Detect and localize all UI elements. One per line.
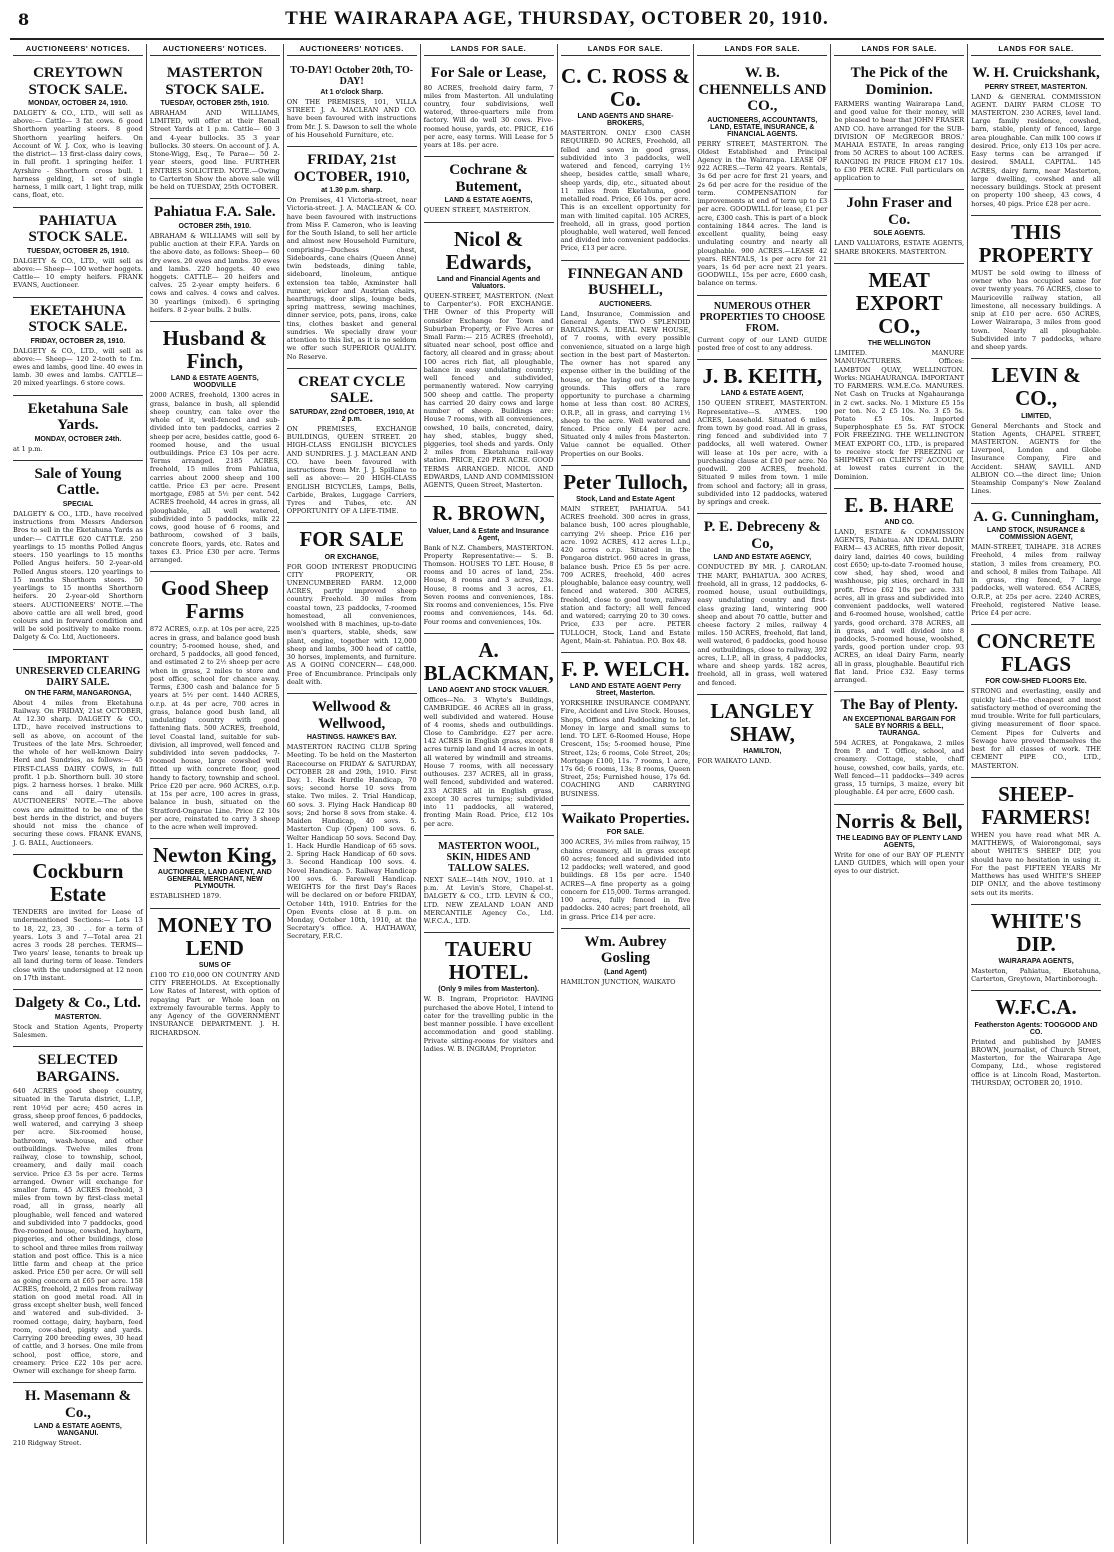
columns-container bbox=[10, 44, 1104, 1544]
ad-subheading: SUMS OF bbox=[198, 961, 231, 969]
ad-body-text: Stock and Station Agents, Property Salesmen. bbox=[13, 1022, 143, 1039]
ad-heading: Cochrane & Butement, bbox=[449, 162, 528, 195]
ad-heading: C. C. ROSS & Co. bbox=[560, 64, 690, 112]
ad-subheading: AUCTIONEERS. bbox=[598, 300, 652, 308]
ad-body-text: On Premises, 41 Victoria-street, near Victoria-street. J. A. MACLEAN & CO. have been favoured with instructions from Miss F. Cameron, who is leaving for the South Island, to sell her article and almost new Household Furniture, comprising—Duchess chest, Sideboards, cane chairs (Queen Anne) twin bedsteads, dining table, sideboard, linoleum, antique extension tea table, Axminster hall runner, wicker and Austrian chairs, hearthrugs, door slips, lounge beds, spring mattress, sewing machines, dinner service, pots, pans, irons, cake tins, clothes basket and general sundries. We specially draw your attention to this list, as it is no seldom we offer such SUPERIOR QUALITY. No Reserve. bbox=[286, 196, 417, 361]
advertisement bbox=[697, 514, 827, 695]
ad-subheading: MONDAY, OCTOBER 24th. bbox=[34, 435, 122, 443]
ad-subheading: HAMILTON, bbox=[743, 748, 782, 756]
ad-heading: LEVIN & CO., bbox=[991, 363, 1081, 411]
advertisement bbox=[561, 60, 691, 261]
ad-body-text: General Merchants and Stock and Station Agents, CHAPEL STREET, MASTERTON. AGENTS for the Liverpool, London and Globe Insurance Company, Fire and Accident. SHAW, SAVILL AND ALBION CO.—the direct line; Union Steamship Company's New Zealand Lines. bbox=[971, 421, 1101, 496]
newspaper-title: THE WAIRARAPA AGE, THURSDAY, OCTOBER 20, 1910. bbox=[285, 8, 829, 29]
advertisement bbox=[834, 489, 964, 693]
advertisement bbox=[424, 836, 554, 933]
ad-heading: CONCRETE FLAGS bbox=[976, 629, 1096, 677]
advertisement bbox=[834, 190, 964, 263]
advertisement bbox=[697, 360, 827, 514]
ad-heading: Eketahuna Sale Yards. bbox=[27, 400, 129, 434]
ad-body-text: PERRY STREET, MASTERTON. The Oldest Established and Principal Agency in the Wairarapa. LEASE OF 922 ACRES.—Term 42 years. Rentals, 3s 6d per acre for first 21 years, and 2s 6d per acre for the residue of the term. COMPENSATION for improvements at end of term up to £3 per acre. GOODWILL for lease, £1 per acre, £300 cash. This is part of a block containing 1844 acres. The land is excellent quality, being easy undulating country and nearly all ploughable. 900 ACRES.—LEASE 42 years. RENTALS, 1s per acre for 21 years, 1s 6d per acre next 21 years. GOODWILL, 15s per acre, £600 cash, balance on terms. bbox=[697, 139, 828, 288]
ad-body-text: QUEEN-STREET, MASTERTON. (Next to Carpenter's). FOR EXCHANGE. THE Owner of this Property will consider Exchange for Town and Suburban Property, or Five Acres or Small Farm:— 215 ACRES (freehold), situated near school, post office and factory, all cleared and in grass; about 100 acres rich flat, all ploughable, balance in easy undulating country; well fenced and subdivided, permanently watered. Now carrying 500 sheep and cattle. The property has carried 20 dairy cows and large number of sheep. Buildings are: House 7 rooms, with all conveniences, cowshed, 10 bails, concreted, dairy, hay shed, stables, buggy shed, piggeries, tool sheds and yards. Only 2 miles from Eketahuna rail-way station. PRICE, £20 PER ACRE. GOOD TERMS ARRANGED. NICOL AND EDWARDS, LAND AND COMMISSION AGENTS, Queen Street, Masterton. bbox=[423, 291, 554, 490]
ad-body-text: ABRAHAM AND WILLIAMS, LIMITED, will offer at their Renall Street Yards at 1 p.m. Cattle— 60 3 and 4-year bullocks. 35 3 year bullocks. 30 steers. On account of J. A. Stone-Wigg, Esq., Te Parae— 50 2-year steers, good line. FURTHER ENTRIES SOLICITED. NOTE.—Owing to Carterton Show the above sale will be held on TUESDAY, 25th OCTOBER. bbox=[149, 109, 280, 192]
advertisement bbox=[424, 634, 554, 836]
ad-body-text: NEXT SALE—14th NOV., 1910. at 1 p.m. At Levin's Store, Chapel-st. DALGETY & CO., LTD. LEVIN & CO., LTD. NEW ZEALAND LOAN AND MERCANTILE Agency Co., Ltd. W.F.C.A., LTD. bbox=[423, 875, 554, 925]
ad-body-text: MAIN STREET, PAHIATUA. 541 ACRES freehold. 300 acres in grass, balance bush, 100 acres ploughable, carrying 2½ sheep. Price £16 per acre. 1092 ACRES, 412 acres L.I.p., 420 acres o.r.p. Situated in the Pongaroa district. 960 acres in grass, balance bush. Price £5 5s per acre. 709 ACRES, freehold, 400 acres ploughable, balance easy country, well fenced and watered. 300 ACRES, freehold, close to good town, railway station and factory; all well fenced and watered; carrying 20 to 30 cows. Price, £33 per acre. PETER TULLOCH, Stock, Land and Estate Agent, Main-st. Pahiatua. P.O. Box 48. bbox=[560, 505, 691, 645]
ad-heading: PAHIATUA STOCK SALE. bbox=[28, 212, 128, 246]
ad-heading: EKETAHUNA STOCK SALE. bbox=[28, 302, 128, 336]
advertisement bbox=[150, 572, 280, 839]
ad-heading: SHEEP-FARMERS! bbox=[981, 781, 1091, 829]
ad-body-text: Masterton, Pahiatua, Eketahuna, Carterton, Greytown, Martinborough. bbox=[971, 967, 1101, 984]
ad-body-text: HAMILTON JUNCTION, WAIKATO bbox=[560, 977, 676, 986]
ad-heading: FRIDAY, 21st OCTOBER, 1910, bbox=[293, 152, 410, 185]
ad-body-text: ABRAHAM & WILLIAMS will sell by public auction at their F.F.A. Yards on the above date, as follows: Sheep— 60 dry ewes. 20 ewes and lambs. 30 ewes and lambs. 220 hoggets. 40 ewe hoggets. CATTLE— 20 heifers and calves. 25 2-year empty heifers. 6 cows and calves. 4 cows and calves. 30 yearlings (mixed). 6 springing heifers. 8 2-year bulls. 2 bulls. bbox=[149, 231, 280, 314]
advertisement bbox=[13, 461, 143, 650]
ad-subheading: Land and Financial Agents and Valuators. bbox=[436, 275, 541, 290]
ad-subheading: AUCTIONEER, LAND AGENT, AND GENERAL MERCHANT, NEW PLYMOUTH. bbox=[157, 869, 272, 891]
advertisement bbox=[561, 261, 691, 466]
advertisement bbox=[424, 933, 554, 1060]
ad-subheading: MASTERTON. bbox=[54, 1013, 102, 1021]
ad-heading: SELECTED BARGAINS. bbox=[36, 1052, 120, 1085]
masthead bbox=[10, 4, 1104, 40]
ad-body-text: TENDERS are invited for Lease of undermentioned Sections:— Lots 13 to 18, 22, 23, 30 . . . for a term of years. Lots 3 and 7—Total area 21 acres 3 roods 28 perches. TERMS—Two years' lease, tenants to break up all land during term of lease. Tenders close with the undersigned at 12 noon on 17th instant. bbox=[13, 908, 143, 982]
ad-body-text: ESTABLISHED 1879. bbox=[149, 892, 222, 901]
ad-body-text: LAND & GENERAL COMMISSION AGENT. DAIRY FARM CLOSE TO MASTERTON. 230 ACRES, level land. Large family residence, cowshed, barn, stable, plenty of fenced, large area ploughable. Can milk 100 cows if desired. Price, only £13 10s per acre. Easy terms can be arranged if desired. SMALL CAPITAL. 145 ACRES, dairy farm, near Masterton, large dwelling, cowshed and all necessary buildings. Stock at present on property 100 sheep, 43 cows, 4 horses, 40 pigs. Price £28 per acre. bbox=[971, 92, 1101, 208]
ad-subheading: LAND & ESTATE AGENTS, WANGANUI. bbox=[34, 1423, 122, 1438]
advertisement bbox=[834, 805, 964, 883]
ad-body-text: MASTERTON RACING CLUB Spring Meeting. To be held on the Masterton Racecourse on FRIDAY & SATURDAY, OCTOBER 28 and 29th, 1910. First Day. 1. Hack Hurdle Handicap, 70 sovs; second horse 10 sovs from stake. Two miles. 2. Trial Handicap, 60 sovs. 3. Flying Hack Handicap 80 sovs; 2nd horse 8 sovs from stake. 4. Maiden Handicap, 40 sovs. 5. Masterton Cup (Open) 100 sovs. 6. Welter Handicap 50 sovs. Second Day. 1. Hack Hurdle Handicap of 65 sovs. 2. Spring Hack Handicap of 60 sovs. 3. Second Handicap 100 sovs. 4. Novel Handicap. 5. Railway Handicap 100 sovs. 6. Farewell Handicap. WEIGHTS for the first Day's Races will be declared on or before FRIDAY, October 14th, 1910. Entries for the Open Events close at 8 p.m. on Monday, October 10th, 1910, at the Secretary's office. A. HATHAWAY, Secretary, F.R.C. bbox=[286, 743, 417, 941]
ad-subheading: WAIRARAPA AGENTS, bbox=[998, 958, 1074, 965]
ad-heading: Pahiatua F.A. Sale. bbox=[154, 204, 276, 221]
ad-heading: NUMEROUS OTHER PROPERTIES TO CHOOSE FROM. bbox=[699, 300, 826, 334]
ad-body-text: 210 Ridgway Street. bbox=[13, 1439, 82, 1448]
ad-subheading: TUESDAY, OCTOBER 25, 1910. bbox=[26, 247, 129, 255]
ad-heading: A. BLACKMAN, bbox=[423, 637, 554, 685]
column-4 bbox=[421, 44, 558, 1544]
advertisement bbox=[697, 695, 827, 772]
ad-subheading: SOLE AGENTS. bbox=[873, 230, 926, 238]
advertisement bbox=[13, 1383, 143, 1454]
advertisement bbox=[287, 523, 417, 694]
ad-body-text: W. B. Ingram, Proprietor. HAVING purchased the above Hotel, I intend to cater for the travelling public in the best manner possible. I have excellent accommodation and good stabling. Private sitting-rooms for visitors and ladies. W. B. INGRAM, Proprietor. bbox=[423, 995, 554, 1053]
ad-body-text: Offices—No. 3 Whyte's Buildings, CAMBRIDGE. 46 ACRES all in grass, well subdivided and watered. House of 4 rooms, sheds and outbuildings. Close to Cambridge. £27 per acre. 142 ACRES in English grass, except 8 acres turnip land and 14 acres in oats, all watered by windmill and streams. House 7 rooms, with all necessary outhouses. 237 ACRES, all in grass, well fenced, subdivided and watered. 233 ACRES all in English grass, except 30 acres turnips; subdivided into 11 paddocks, all watered, fronting Main Road. Price, £12 10s per acre. bbox=[423, 696, 554, 828]
ad-body-text: Bank of N.Z. Chambers, MASTERTON. Property Representative:— S. B. Thomson. HOUSES TO LET. House, 8 rooms and 10 acres of land, 25s. House, 8 rooms and 3 acres, 23s. House, 8 rooms and 3 acres, £1. Seven rooms and conveniences, 18s. Six rooms and conveniences, 15s. Five rooms and conveniences, 14s. 6d. Four rooms and conveniences, 10s. bbox=[423, 543, 554, 626]
ad-subheading: SATURDAY, 22nd OCTOBER, 1910, At 2 p.m. bbox=[289, 408, 414, 423]
advertisement bbox=[971, 504, 1101, 626]
ad-heading: P. E. Debreceny & Co, bbox=[703, 519, 821, 552]
ad-subheading: FOR SALE. bbox=[606, 829, 645, 837]
ad-body-text: LAND VALUATORS, ESTATE AGENTS, SHARE BROKERS. MASTERTON. bbox=[834, 239, 965, 256]
ad-body-text: About 4 miles from Eketahuna Railway. On FRIDAY, 21st OCTOBER, At 12.30 sharp. DALGETY & CO., LTD., have received instructions to sell as above, on account of the Trustees of the late Mrs. Schroeder, the whole of her well-known Dairy Herd and Sundries, as follows:— 45 FIRST-CLASS DAIRY COWS, in full profit. 1 p.b. Shorthorn bull. 30 store pigs. 2 harness horses. 1 brake. Milk cans and all dairy utensils. AUCTIONEERS' NOTE.—The above cows are admitted to be one of the best herds in the district, and buyers should not miss the chance of securing these cows. FRANK EVANS, J. G. BALL, Auctioneers. bbox=[13, 698, 143, 847]
advertisement bbox=[13, 298, 143, 396]
ad-subheading: LAND AND ESTATE AGENT Perry Street, Masterton. bbox=[570, 683, 681, 698]
ad-subheading: SPECIAL bbox=[62, 500, 94, 508]
column-header: LANDS FOR SALE. bbox=[697, 44, 827, 56]
advertisement bbox=[13, 1047, 143, 1383]
ad-heading: The Bay of Plenty. bbox=[840, 697, 958, 714]
ad-subheading: at 1.30 p.m. sharp. bbox=[321, 187, 383, 195]
ad-body-text: DALGETY & CO., LTD., have received instructions from Messrs Anderson Bros to sell in the Eketahuna Yards as under:— CATTLE 620 CATTLE. 250 yearlings to 15 months Polled Angus steers. 150 yearlings to 15 months Polled Angus heifers. 50 2-year-old Polled Angus steers. 120 yearlings to 15 months Shorthorn steers. 50 yearlings to 15 months Shorthorn heifers. 20 2-year-old Shorthorn steers. AUCTIONEERS' NOTE.—The above cattle are all well bred, good colours and in forward condition and will be sold positively to make room. Dalgety & Co. Ltd, Auctioneers. bbox=[13, 509, 143, 642]
ad-heading: Wellwood & Wellwood, bbox=[311, 699, 392, 732]
ad-heading: The Pick of the Dominion. bbox=[850, 65, 948, 98]
advertisement bbox=[834, 264, 964, 489]
ad-body-text: DALGETY & CO., LTD., will sell as above:— Cattle— 3 fat cows. 6 good Shorthorn yearling steers. 8 good Shorthorn yearling heifers. On Account of W. J. Cox, who is leaving the district— 13 first-class dairy cows, in full profit. 1 springing heifer. 1 Ayrshire - Shorthorn cross bull. 1 harness gelding, 1 set of single harness, 1 milk cart, 1 light trap, milk cans, float, etc. bbox=[13, 109, 143, 200]
ad-body-text: 2000 ACRES, freehold, 1300 acres in grass, balance in bush, all splendid sheep country, can take over the whole of it, well-fenced and sub-divided into ten paddocks, carries 2 sheep per acre, besides cattle, good 6-roomed house, and the usual outbuildings. Price £3 10s per acre. Terms arranged. 2185 ACRES, freehold, 15 miles from Pahiatua, carries about 2000 sheep and 100 cattle. Price £3 per acre. Present mortgage, £985 at 5½ per cent. 542 ACRES freehold, 44 acres in grass, all ploughable, all well watered, subdivided into 5 paddocks, milk 22 cows, good house of 6 rooms, and bathroom, cowshed of 3 bails, concrete floors, yards, etc. Rates and taxes £3. Price £30 per acre. Terms arranged. bbox=[149, 391, 280, 565]
ad-body-text: Current copy of our LAND GUIDE posted free of cost to any address. bbox=[697, 335, 828, 352]
advertisement bbox=[971, 216, 1101, 360]
ad-body-text: £100 TO £10,000 ON COUNTRY AND CITY FREEHOLDS. At Exceptionally Low Rates of Interest, with option of repaying Part or Whole loan on extremely favourable terms. Apply to any Agency of the GOVERNMENT INSURANCE DEPARTMENT. J. H. RICHARDSON. bbox=[149, 970, 280, 1037]
advertisement bbox=[424, 223, 554, 498]
ad-heading: F. P. WELCH. bbox=[561, 657, 690, 681]
advertisement bbox=[561, 653, 691, 806]
ad-heading: THIS PROPERTY bbox=[978, 219, 1094, 267]
ad-body-text: CONDUCTED BY MR. J. CAROLAN. THE MART, PAHIATUA. 300 ACRES, freehold, all in grass, 12 paddocks, 6-roomed house, usual outbuildings, easy undulating country and first-class grazing land, wintering 900 sheep and about 70 cattle, butter and cheese factory 2 miles, railway 4 miles. 150 ACRES, freehold, flat land, well watered, 6 paddocks, good house and outbuildings, close to railway, 392 acres, L.I.P., all in grass, 4 paddocks, whare and sheep yards. 182 acres, freehold, all in grass, well watered and fenced. bbox=[697, 563, 828, 687]
ad-heading: E. B. HARE bbox=[844, 492, 955, 517]
ad-heading: W. H. Cruickshank, bbox=[972, 65, 1100, 81]
ad-body-text: FOR WAIKATO LAND. bbox=[697, 757, 772, 766]
ad-subheading: OCTOBER 25th, 1910. bbox=[178, 222, 252, 230]
advertisement bbox=[13, 60, 143, 208]
advertisement bbox=[287, 147, 417, 369]
ad-body-text: ON PREMISES, EXCHANGE BUILDINGS, QUEEN STREET. 20 HIGH-CLASS ENGLISH BICYCLES AND SUNDRIES. J. J. MACLEAN AND CO. have been favoured with instructions from Mr. J. J. Spillane to sell as above:— 20 HIGH-CLASS ENGLISH BICYCLES, Lamps, Bells, Carbide, Brakes, Luggage Carriers, Tyres and Tubes, etc. AN OPPORTUNITY OF A LIFE-TIME. bbox=[286, 424, 417, 516]
column-7 bbox=[831, 44, 968, 1544]
advertisement bbox=[971, 60, 1101, 216]
ad-subheading: LAND & ESTATE AGENTS, WOODVILLE bbox=[170, 375, 259, 390]
ad-heading: MASTERTON STOCK SALE. bbox=[165, 65, 265, 98]
advertisement bbox=[971, 991, 1101, 1094]
ad-subheading: AN EXCEPTIONAL BARGAIN FOR SALE BY NORRIS & BELL, TAURANGA. bbox=[842, 715, 956, 737]
advertisement bbox=[971, 778, 1101, 905]
ad-heading: Newton King, bbox=[152, 843, 277, 868]
advertisement bbox=[971, 625, 1101, 778]
column-1 bbox=[10, 44, 147, 1544]
ad-subheading: Featherston Agents: TOOGOOD AND CO. bbox=[974, 1021, 1098, 1036]
ad-body-text: 872 ACRES, o.r.p. at 10s per acre, 225 acres in grass, and balance good bush country; 5-roomed house, shed, and orchard, 5 paddocks, all good fenced, and estimated 2 to 2½ sheep per acre when in grass, 2 miles to store and post office, school for chance away. Terms, £300 cash and balance for 5 years at 5½ per cent. 1440 ACRES, o.r.p. at 4s per acre, 700 acres in grass, balance good bush land, all undulating country with good fattening flats. 500 ACRES, freehold, level Coastal land, suitable for sub-division, all improved, well fenced and subdivided into seven paddocks, 7-roomed house, large cowshed well fitted up with concrete floor, good handy to factory, township and school. Price £20 per acre. 960 ACRES, o.r.p. at 15s per acre, 100 acres in grass, balance in bush, situated on the Stratford-Ongarue Line. Price £2 10s per acre, reinstated to carry 3 sheep to the acre when well improved. bbox=[149, 625, 280, 832]
column-3 bbox=[284, 44, 421, 1544]
ad-subheading: MONDAY, OCTOBER 24, 1910. bbox=[28, 100, 128, 107]
ad-heading: TO-DAY! October 20th, TO-DAY! bbox=[290, 65, 414, 87]
ad-heading: R. BROWN, bbox=[432, 501, 545, 526]
ad-body-text: 80 ACRES, freehold dairy farm, 7 miles from Masterton. All undulating country, four subdivisions, well watered, three-quarters mile from factory. Will do well 30 cows. Five-roomed house, yards, etc. PRICE, £16 per acre, easy terms. Will Lease for 5 years at 18s. per acre. bbox=[423, 83, 554, 150]
ad-heading: MASTERTON WOOL, SKIN, HIDES AND TALLOW SALES. bbox=[438, 840, 540, 874]
ad-body-text: ON THE PREMISES, 101, VILLA STREET. J. A. MACLEAN AND CO. have been favoured with instructions from Mr. J. S. Dawson to sell the whole of his Household Furniture, etc. bbox=[286, 98, 417, 139]
advertisement bbox=[287, 60, 417, 147]
ad-body-text: Land, Insurance, Commission and General Agents. TWO SPLENDID BARGAINS. A. IDEAL NEW HOUSE, of 7 rooms, with every possible convenience, situated on a large high section in the best part of Masterton. The owner has not spared any expense either in the building of the house, or the laying out of the large grounds. This offers a rare opportunity to purchase a charming home at less than cost. 80 ACRES, O.R.P., all in grass, and carrying 1½ sheep to the acre. Well watered and fenced. Price only £4 per acre. Situated only 4 miles from Masterton. Value cannot be equalled. Other Properties on our Books. bbox=[560, 309, 691, 458]
ad-heading: Good Sheep Farms bbox=[160, 576, 269, 624]
ad-subheading: LAND STOCK, INSURANCE & COMMISSION AGENT, bbox=[986, 527, 1086, 542]
ad-heading: J. B. KEITH, bbox=[702, 364, 823, 389]
advertisement bbox=[13, 208, 143, 298]
ad-heading: CREYTOWN STOCK SALE. bbox=[28, 65, 128, 98]
advertisement bbox=[150, 909, 280, 1044]
ad-subheading: LAND AND ESTATE AGENCY, bbox=[713, 554, 812, 562]
advertisement bbox=[287, 369, 417, 524]
ad-heading: Waikato Properties. bbox=[561, 810, 690, 827]
column-header: AUCTIONEERS' NOTICES. bbox=[13, 44, 143, 56]
ad-heading: MEAT EXPORT CO., bbox=[855, 267, 943, 338]
ad-heading: Norris & Bell, bbox=[835, 808, 963, 833]
advertisement bbox=[150, 839, 280, 908]
ad-heading: TAUERU HOTEL. bbox=[445, 937, 533, 985]
page-number: 8 bbox=[18, 10, 30, 29]
ad-heading: Dalgety & Co., Ltd. bbox=[15, 995, 141, 1012]
advertisement bbox=[424, 157, 554, 222]
advertisement bbox=[971, 905, 1101, 992]
advertisement bbox=[424, 60, 554, 157]
ad-subheading: THE LEADING BAY OF PLENTY LAND AGENTS, bbox=[836, 834, 963, 849]
column-header: AUCTIONEERS' NOTICES. bbox=[150, 44, 280, 56]
ad-heading: A. G. Cunningham, bbox=[973, 508, 1099, 525]
advertisement bbox=[697, 60, 827, 296]
ad-heading: W.F.C.A. bbox=[995, 995, 1077, 1020]
advertisement bbox=[150, 60, 280, 199]
ad-heading: Sale of Young Cattle. bbox=[34, 465, 122, 499]
column-2 bbox=[147, 44, 284, 1544]
column-5 bbox=[558, 44, 695, 1544]
ad-body-text: MUST be sold owing to illness of owner who has occupied same for over twenty years. 76 ACRES, close to Mauriceville railway station, all limestone, all necessary buildings. A snip at £10 per acre. 650 ACRES, Lower Wairarapa, 3 miles from good town. Nearly all ploughable. Subdivided into 7 paddocks, whare and sheep yards. bbox=[971, 268, 1101, 352]
ad-heading: Husband & Finch, bbox=[162, 326, 268, 374]
ad-subheading: OR EXCHANGE, bbox=[324, 553, 379, 561]
column-header: LANDS FOR SALE. bbox=[424, 44, 554, 56]
ad-subheading: ON THE FARM, MANGARONGA, bbox=[24, 689, 132, 697]
ad-subheading: LIMITED, bbox=[1021, 412, 1052, 420]
ad-heading: Wm. Aubrey Gosling bbox=[584, 933, 667, 967]
advertisement bbox=[561, 466, 691, 653]
ad-heading: MONEY TO LEND bbox=[157, 912, 273, 960]
ad-heading: FINNEGAN AND BUSHELL, bbox=[567, 265, 684, 299]
ad-body-text: 150 QUEEN STREET, MASTERTON. Representative—S. AYMES. 190 ACRES, Leasehold. Situated 6 miles from town by good road. All in grass, ring fenced and subdivided into 7 paddocks, all well watered. Owner will lease at 10s per acre, with a purchasing clause at £10 per acre. No goodwill. 200 ACRES, freehold. Situated 9 miles from town. 1 mile from school and factory; all in grass, subdivided into 12 paddocks, watered by springs and creek. bbox=[697, 399, 828, 507]
ad-heading: Cockburn Estate bbox=[32, 858, 124, 906]
ad-subheading: LAND AGENT AND STOCK VALUER. bbox=[428, 687, 550, 695]
ad-subheading: LAND & ESTATE AGENTS, bbox=[444, 197, 533, 205]
ad-body-text: 640 ACRES good sheep country, situated in the Taruta district, L.I.P., rent 10½d per acre; 450 acres in grass, sheep proof fences, 6 paddocks, well watered, and carrying 3 sheep per acre. Six-roomed house, bathroom, wash-house, and other outbuildings. Twelve miles from railway, close to township, school, creamery, and daily mail coach service. Price £3 5s per acre. Terms arranged. Owner will exchange for smaller farm. 45 ACRES freehold, 3 miles from town by first-class metal road, all in grass, nearly all ploughable, well fenced and watered and subdivided into 7 paddocks, good five-roomed house, cowshed, haybarn, piggeries, and other buildings, close to school and three miles from railway station and post office. This is a nice little farm and cheap at the price asked. Price £50 per acre. Or will sell as going concern at £65 per acre. 158 ACRES, freehold, 2 miles from railway station on good metal road. All in grass except shelter bush, well fenced and watered and sub-divided. 3-roomed cottage, dairy, haybarn, feed room, cow-shed, pigsty and yards. Carrying 200 breeding ewes, 30 head of cattle, and 3 horses. One mile from school, post office, store, and creamery. Price £22 10s per acre. Owner will exchange for sheep farm. bbox=[13, 1087, 143, 1376]
advertisement bbox=[971, 359, 1101, 503]
ad-subheading: THE WELLINGTON bbox=[867, 340, 931, 348]
ad-body-text: 594 ACRES, at Pongakawa, 2 miles from P. and T. Office, school, and creamery. Cottage, stable, chaff house, cowshed, cow bails, yards, etc. Well fenced—11 paddocks—349 acres grass, 15 turnips, 3 maize, every bit ploughable. £4 per acre, £600 cash. bbox=[834, 738, 965, 797]
advertisement bbox=[561, 929, 691, 993]
advertisement bbox=[13, 396, 143, 461]
ad-heading: Peter Tulloch, bbox=[563, 469, 688, 494]
ad-body-text: 300 ACRES, 3½ miles from railway, 15 chains creamery, all in grass except 60 acres; fenced and subdivided into 12 paddocks; well watered, and good buildings. £8 15s per acre. 1540 ACRES—A fine property as a going concern for £15,000. Terms arranged. 100 acres, fully fenced in five paddocks. 240 acres; part freehold, all in grass. Price £14 per acre. bbox=[560, 838, 691, 921]
column-8 bbox=[968, 44, 1104, 1544]
ad-heading: IMPORTANT UNRESERVED CLEARING DAIRY SALE. bbox=[15, 654, 141, 688]
ad-heading: LANGLEY SHAW, bbox=[710, 698, 815, 746]
ad-heading: For Sale or Lease, bbox=[430, 65, 547, 81]
ad-body-text: MASTERTON. ONLY £300 CASH REQUIRED. 90 ACRES, Freehold, all felled and sown in good grass, subdivided into 3 paddocks, well watered and fenced, carrying 1½ sheep, besides cattle, small whare, sheep yards, dip, etc., situated about 11 miles from Eketahuna, good metalled road. Price, £6 10s. per acre. This is an excellent opportunity for man with limited capital. 105 ACRES, freehold, all in grass, good portion ploughable, well watered, well fenced and divided into convenient paddocks. Price, £13 per acre. bbox=[560, 129, 691, 253]
ad-subheading: AND CO. bbox=[884, 518, 914, 526]
ad-body-text: LAND, ESTATE & COMMISSION AGENTS, Pahiatua. AN IDEAL DAIRY FARM— 43 ACRES, fifth river deposit, dairy land, dairies 40 cows, building cost £650; up-to-date 7-roomed house, cow shed, hay shed, wood and washhouse, pig sties, orchard in full profit. Price £62 10s per acre. 331 acres, all in grass and subdivided into convenient paddocks, well watered and 6-roomed house, woolshed, cattle yards, good orchard. 378 ACRES, all in grass, and well divided into 8 paddocks, 5-roomed house, woolshed, yards, good portion under crop. 93 ACRES, an ideal Dairy Farm, nearly all in grass, ploughable. Beautiful rich flat land. Price £32. Easy terms arranged. bbox=[834, 527, 965, 685]
ad-heading: FOR SALE bbox=[299, 527, 404, 552]
ad-subheading: HASTINGS. HAWKE'S BAY. bbox=[306, 734, 397, 742]
ad-body-text: STRONG and everlasting, easily and quickly laid—the cheapest and most satisfactory method of overcoming the mud trouble. Write for full particulars, giving measurement of floor space. Cement Pipes for Culverts and Sewage have proved themselves the best for all classes of work. THE CEMENT PIPE CO., LTD., MASTERTON. bbox=[971, 687, 1101, 770]
advertisement bbox=[834, 60, 964, 190]
ad-subheading: (Land Agent) bbox=[603, 968, 647, 976]
ad-heading: CREAT CYCLE SALE. bbox=[297, 373, 406, 407]
advertisement bbox=[150, 322, 280, 572]
ad-body-text: FOR GOOD INTEREST PRODUCING CITY PROPERTY, OR UNENCUMBERED FARM. 12,000 ACRES, partly improved sheep country. Freehold. 30 miles from coastal town, 23 paddocks, 7-roomed homestead, all conveniences, woolshed with 8 machines, up-to-date men's quarters, stable, sheds, saw plant, engine, together with 12,000 sheep and lambs, 300 head of cattle, 30 horses, implements, and furniture. AS A GOING CONCERN— £48,000. Free of Encumbrance. Principals only dealt with. bbox=[286, 562, 417, 686]
ad-body-text: QUEEN STREET, MASTERTON. bbox=[423, 206, 531, 215]
ad-heading: H. Masemann & Co., bbox=[24, 1388, 132, 1421]
ad-body-text: DALGETY & CO., LTD., will sell as above:— Sheep— 120 2-tooth to f.m. ewes and lambs, good line. 40 ewes in lamb. 30 ewes and lambs. CATTLE— 20 mixed yearlings. 6 store cows. bbox=[13, 346, 143, 388]
ad-subheading: (Only 9 miles from Masterton). bbox=[438, 986, 539, 994]
ad-body-text: FARMERS wanting Wairarapa Land, and good value for their money, will be pleased to hear that JOHN FRASER AND CO. have arranged for the SUB-DIVISION OF McGREGOR BROS.' MAHAIA ESTATE, In areas ranging from 50 ACRES to about 100 ACRES. RANGING IN PRICE FROM £17 10s. to £30 PER ACRE. Full particulars on application to bbox=[834, 100, 965, 183]
advertisement bbox=[834, 692, 964, 804]
ad-subheading: At 1 o'clock Sharp. bbox=[320, 89, 384, 96]
column-header: AUCTIONEERS' NOTICES. bbox=[287, 44, 417, 56]
advertisement bbox=[697, 296, 827, 360]
advertisement bbox=[13, 650, 143, 855]
ad-subheading: TUESDAY, OCTOBER 25th, 1910. bbox=[160, 100, 270, 107]
ad-subheading: LAND & ESTATE AGENT, bbox=[721, 390, 804, 398]
ad-subheading: FOR COW-SHED FLOORS Etc. bbox=[985, 678, 1087, 686]
ad-body-text: DALGETY & CO., LTD., will sell as above:— Sheep— 100 wether hoggets. Cattle— 10 empty heifers. FRANK EVANS, Auctioneer. bbox=[13, 256, 143, 290]
column-header: LANDS FOR SALE. bbox=[971, 44, 1101, 56]
column-header: LANDS FOR SALE. bbox=[834, 44, 964, 56]
advertisement bbox=[13, 990, 143, 1047]
advertisement bbox=[13, 855, 143, 990]
column-6 bbox=[694, 44, 831, 1544]
ad-heading: W. B. CHENNELLS AND CO., bbox=[698, 65, 827, 114]
ad-body-text: LIMITED. MANURE MANUFACTURERS. Offices: LAMBTON QUAY, WELLINGTON. Works: NGAHAURANGA. IMPORTANT TO FARMERS. W.M.E.Co. MANURES. Net Cash on Trucks at Ngahauranga in 2 cwt. sacks. No. 1 Mixture £5 15s per ton. No. 2 £5 10s. No. 3 £5 5s. Potato £5 10s. Imported Superphosphate £5 5s. FAT STOCK FOR FREEZING. THE WELLINGTON MEAT EXPORT CO., LTD., is prepared to receive stock for FREEZING or SHIPMENT on CLIENTS' ACCOUNT, at lowest rates current in the Dominion. bbox=[834, 349, 965, 481]
ad-body-text: MAIN-STREET, TAIHAPE. 318 ACRES Freehold, 4 miles from railway station, 3 miles from creamery, P.O. and school, 8 miles from Taihape. All in grass, ring fenced, 7 large paddocks, well watered. 654 ACRES, O.R.P., at 25s per acre. 2240 ACRES, Freehold, registered Native lease. Price £4 per acre. bbox=[971, 543, 1101, 617]
ad-body-text: at 1 p.m. bbox=[13, 444, 43, 453]
ad-body-text: Write for one of our BAY OF PLENTY LAND GUIDES, which will open your eyes to our district. bbox=[834, 850, 965, 876]
advertisement bbox=[424, 497, 554, 633]
advertisement bbox=[287, 694, 417, 948]
ad-subheading: LAND AGENTS AND SHARE-BROKERS, bbox=[577, 113, 674, 128]
ad-heading: Nicol & Edwards, bbox=[445, 226, 532, 274]
advertisement bbox=[150, 199, 280, 322]
ad-body-text: WHEN you have read what MR A. MATTHEWS, of Waiorongomai, says about WHITE'S SHEEP DIP, you should have no hesitation in using it. For the past FIFTEEN YEARS Mr Matthews has used WHITE'S SHEEP DIP ONLY, and the above testimony sets out its merits. bbox=[971, 830, 1101, 897]
ad-heading: John Fraser and Co. bbox=[846, 195, 952, 228]
ad-heading: WHITE'S DIP. bbox=[990, 908, 1082, 956]
ad-subheading: Valuer, Land & Estate and Insurance Agent, bbox=[428, 527, 549, 542]
ad-subheading: Stock, Land and Estate Agent bbox=[576, 496, 675, 504]
ad-subheading: AUCTIONEERS, ACCOUNTANTS, LAND, ESTATE, INSURANCE, & FINANCIAL AGENTS. bbox=[707, 116, 818, 138]
ad-body-text: Printed and published by JAMES BROWN, journalist, of Church Street, Masterton, for the Wairarapa Age Company, Ltd., whose registered office is at Lincoln Road, Masterton. THURSDAY, OCTOBER 20, 1910. bbox=[971, 1037, 1101, 1087]
column-header: LANDS FOR SALE. bbox=[561, 44, 691, 56]
ad-body-text: YORKSHIRE INSURANCE COMPANY. Fire, Accident and Live Stock. Houses, Shops, Offices and Paddocking to let. Money in large and small sums to lend. TO LET. 6-Roomed House, Hope Crescent, 15s; 5-roomed house, Pine Street, 12s; 6 rooms, Cole Street, 20s; Mortgage £100, 11s. 7 rooms, 1 acre, 17s 6d; 6 rooms, 13s; 8 rooms, Queen Street, 25s; Furnished house, 17s 6d. COACHING AND CARRYING BUSINESS. bbox=[560, 699, 691, 798]
advertisement bbox=[561, 806, 691, 929]
ad-subheading: PERRY STREET, MASTERTON. bbox=[984, 83, 1088, 91]
ad-subheading: FRIDAY, OCTOBER 28, 1910. bbox=[30, 337, 126, 345]
